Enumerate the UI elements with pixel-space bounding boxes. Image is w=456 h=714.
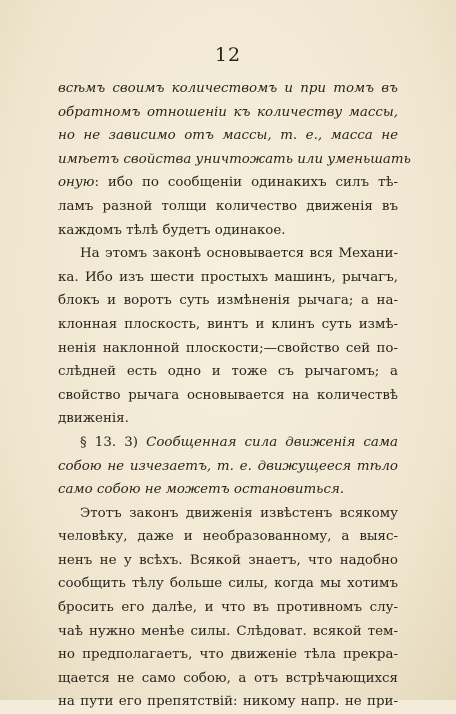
text-segment: клонная плоскость, винтъ и клинъ суть измѣ- bbox=[58, 316, 398, 332]
text-line bbox=[58, 549, 398, 573]
text-line bbox=[58, 620, 398, 644]
text-line bbox=[58, 502, 398, 526]
text-segment: чаѣ нужно менѣе силы. Слѣдоват. всякой тем- bbox=[58, 623, 398, 639]
italic-text: оную bbox=[58, 175, 95, 191]
text-line bbox=[58, 667, 398, 691]
text-line bbox=[58, 242, 398, 266]
italic-text: обратномъ отношеніи къ количеству массы, bbox=[58, 104, 398, 120]
text-segment: ка. Ибо изъ шести простыхъ машинъ, рычагъ, bbox=[58, 269, 398, 285]
text-segment: движенія. bbox=[58, 411, 129, 427]
text-line bbox=[58, 148, 411, 172]
italic-text: Сообщенная сила движенія сама bbox=[146, 434, 398, 450]
text-segment: сообщить тѣлу больше силы, когда мы хотимъ bbox=[58, 576, 398, 592]
italic-text: само собою не можетъ остановиться. bbox=[58, 482, 345, 498]
text-line bbox=[58, 360, 398, 384]
italic-text: всѣмъ своимъ количествомъ и при томъ въ bbox=[58, 81, 398, 96]
text-line bbox=[58, 337, 398, 361]
text-line bbox=[58, 289, 398, 313]
text-segment: человѣку, даже и необразованному, а выяс- bbox=[58, 529, 398, 545]
text-segment: бросить его далѣе, и что въ противномъ слу- bbox=[58, 600, 398, 616]
text-line bbox=[58, 313, 398, 337]
text-line bbox=[58, 171, 398, 195]
italic-text: собою не изчезаетъ, т. е. движущееся тѣло bbox=[58, 458, 398, 474]
body-text bbox=[58, 77, 411, 714]
text-segment: ламъ разной толщи количество движенія въ bbox=[58, 198, 398, 214]
text-line bbox=[58, 431, 398, 455]
text-segment: свойство рычага основывается на количествѣ bbox=[58, 387, 398, 403]
text-line bbox=[58, 643, 398, 667]
text-line bbox=[58, 101, 398, 125]
text-line bbox=[58, 690, 398, 714]
italic-text: но не зависимо отъ массы, т. е., масса не bbox=[58, 128, 398, 144]
text-segment: ненъ не у всѣхъ. Всякой знаетъ, что надобно bbox=[58, 552, 398, 568]
text-segment: блокъ и воротъ суть измѣненія рычага; а на- bbox=[58, 293, 398, 309]
text-segment: щается не само собою, а отъ встрѣчающихся bbox=[58, 670, 398, 686]
text-segment: каждомъ тѣлѣ будетъ одинакое. bbox=[58, 222, 286, 238]
text-line bbox=[58, 77, 398, 101]
text-line bbox=[58, 266, 398, 290]
text-line bbox=[58, 596, 398, 620]
page-number: 12 bbox=[214, 44, 242, 66]
text-line bbox=[58, 478, 398, 502]
text-line bbox=[58, 384, 398, 408]
text-segment: ненія наклонной плоскости;—свойство сей по- bbox=[58, 340, 398, 356]
text-segment: слѣдней есть одно и тоже съ рычагомъ; а bbox=[58, 364, 398, 380]
text-segment: Этотъ законъ движенія извѣстенъ всякому bbox=[80, 505, 398, 521]
text-line bbox=[58, 572, 398, 596]
text-segment: На этомъ законѣ основывается вся Механи- bbox=[80, 246, 398, 262]
text-line bbox=[58, 124, 398, 148]
text-line bbox=[58, 455, 398, 479]
text-line bbox=[58, 525, 398, 549]
italic-text: имѣетъ свойства уничтожать или уменьшать bbox=[58, 151, 411, 167]
text-segment: но предполагаетъ, что движеніе тѣла прекра- bbox=[58, 647, 398, 663]
text-segment: : ибо по сообщеніи одинакихъ силъ тѣ- bbox=[94, 175, 398, 191]
text-line bbox=[58, 195, 398, 219]
text-line bbox=[58, 219, 398, 243]
text-line bbox=[58, 407, 398, 431]
text-segment: § 13. 3) bbox=[80, 434, 147, 450]
text-segment: на пути его препятствій: никому напр. не при- bbox=[58, 694, 398, 710]
